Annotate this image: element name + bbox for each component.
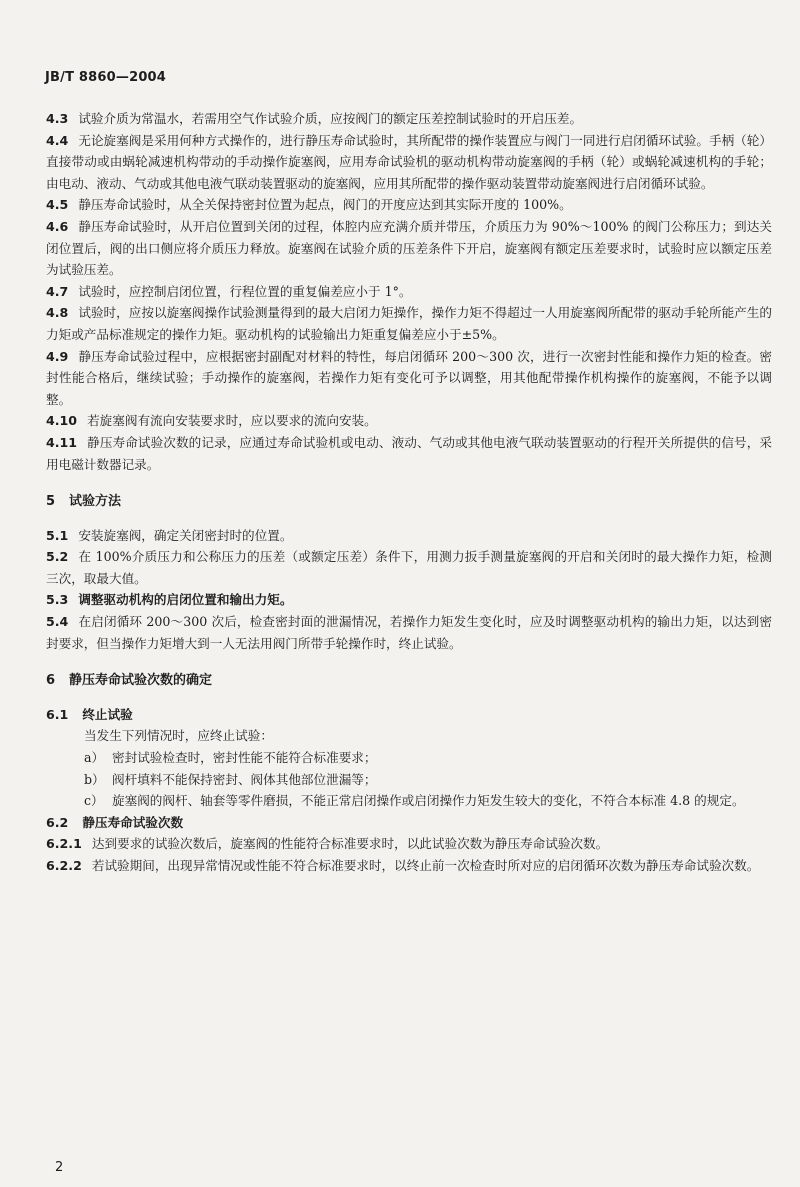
clause-text: 试验时，应按以旋塞阀操作试验测量得到的最大启闭力矩操作，操作力矩不得超过一人用旋塞阀所配带的驱动手轮所能产生的力矩或产品标准规定的操作力矩。驱动机构的试验输出力矩重复偏差应小于±5%。: [46, 305, 772, 342]
clause-number: 6.2.2: [46, 858, 82, 873]
clause-4-4: [46, 130, 772, 195]
list-item: [46, 769, 772, 791]
clause-number: 5.3: [46, 592, 69, 608]
clause-4-6: [46, 216, 772, 281]
clause-5-3: [46, 589, 772, 611]
clause-4-9: [46, 346, 772, 411]
clause-6-2-1: [46, 833, 772, 855]
section-number: 5: [46, 494, 56, 510]
list-marker: b）: [84, 771, 105, 787]
section-5-heading: [46, 491, 772, 513]
subsection-title: 终止试验: [82, 706, 133, 722]
clause-number: 5.4: [46, 614, 69, 630]
clause-number: 5.1: [46, 527, 69, 543]
clause-text: 静压寿命试验次数的记录，应通过寿命试验机或电动、液动、气动或其他电液气联动装置驱动的行程开关所提供的信号，采用电磁计数器记录。: [46, 434, 772, 472]
clause-number: 4.10: [46, 413, 78, 429]
section-6-heading: [46, 670, 772, 692]
clause-text: 调整驱动机构的启闭位置和输出力矩。: [78, 592, 293, 608]
clause-number: 4.11: [46, 434, 78, 450]
subsection-number: 6.1: [46, 706, 69, 722]
list-marker: c）: [84, 793, 104, 809]
clause-4-5: [46, 194, 772, 216]
clause-number: 4.6: [46, 218, 69, 234]
clause-text: 在启闭循环 200～300 次后，检查密封面的泄漏情况，若操作力矩发生变化时，应及时调整驱动机构的输出力矩，以达到密封要求，但当操作力矩增大到一人无法用阀门所带手轮操作时，终止试验。: [46, 614, 772, 651]
clause-text: 试验介质为常温水，若需用空气作试验介质，应按阀门的额定压差控制试验时的开启压差。: [78, 111, 583, 126]
standard-code-header: JB/T 8860—2004: [45, 70, 167, 85]
clause-text: 达到要求的试验次数后，旋塞阀的性能符合标准要求时，以此试验次数为静压寿命试验次数。: [91, 836, 609, 852]
clause-number: 6.2.1: [46, 836, 82, 852]
subsection-title: 静压寿命试验次数: [82, 814, 184, 830]
document-body: [46, 108, 772, 877]
list-item: [46, 790, 772, 812]
subsection-6-2-heading: [46, 812, 772, 834]
list-item-text: 旋塞阀的阀杆、轴套等零件磨损，不能正常启闭操作或启闭操作力矩发生较大的变化，不符合本标准 4.8 的规定。: [112, 793, 745, 809]
clause-number: 4.5: [46, 197, 69, 213]
clause-number: 4.4: [46, 132, 69, 148]
subsection-number: 6.2: [46, 814, 69, 830]
clause-4-11: [46, 432, 772, 475]
clause-number: 4.7: [46, 283, 69, 299]
clause-5-4: [46, 611, 772, 654]
clause-text: 若旋塞阀有流向安装要求时，应以要求的流向安装。: [87, 413, 377, 429]
clause-text: 静压寿命试验时，从开启位置到关闭的过程，体腔内应充满介质并带压，介质压力为 90%～100% 的阀门公称压力；到达关闭位置后，阀的出口侧应将介质压力释放。旋塞阀在试验介质的压差条件下开启，旋塞阀有额定压差要求时，试验时应以额定压差为试验压差。: [46, 218, 772, 278]
clause-5-2: [46, 546, 772, 589]
clause-text: 静压寿命试验过程中，应根据密封副配对材料的特性，每启闭循环 200～300 次，进行一次密封性能和操作力矩的检查。密封性能合格后，继续试验；手动操作的旋塞阀，若操作力矩有变化可予以调整，用其他配带操作机构操作的旋塞阀，不能予以调整。: [46, 348, 772, 407]
section-title: 试验方法: [69, 494, 122, 510]
clause-5-1: [46, 525, 772, 547]
clause-text: 试验时，应控制启闭位置，行程位置的重复偏差应小于 1°。: [78, 283, 412, 299]
clause-text: 安装旋塞阀，确定关闭密封时的位置。: [78, 527, 293, 543]
subsection-6-1-heading: [46, 704, 772, 726]
clause-text: 静压寿命试验时，从全关保持密封位置为起点，阀门的开度应达到其实际开度的 100%。: [78, 197, 572, 213]
list-marker: a）: [84, 750, 105, 766]
clause-4-7: [46, 281, 772, 303]
clause-number: 4.8: [46, 305, 69, 321]
clause-text: 若试验期间，出现异常情况或性能不符合标准要求时，以终止前一次检查时所对应的启闭循环次数为静压寿命试验次数。: [91, 858, 760, 873]
list-item-text: 阀杆填料不能保持密封、阀体其他部位泄漏等；: [112, 771, 377, 787]
clause-6-2-2: [46, 855, 772, 877]
list-item: [46, 747, 772, 769]
termination-intro: 当发生下列情况时，应终止试验：: [84, 728, 273, 744]
clause-4-8: [46, 302, 772, 345]
clause-number: 5.2: [46, 549, 69, 565]
clause-text: 无论旋塞阀是采用何种方式操作的，进行静压寿命试验时，其所配带的操作装置应与阀门一同进行启闭循环试验。手柄（轮）直接带动或由蜗轮减速机构带动的手动操作旋塞阀，应用寿命试验机的驱动机构带动旋塞阀的手柄（轮）或蜗轮减速机构的手轮；由电动、液动、气动或其他电液气联动装置驱动的旋塞阀，应用其所配带的操作驱动装置带动旋塞阀进行启闭循环试验。: [46, 132, 772, 191]
clause-number: 4.9: [46, 348, 69, 364]
list-item-text: 密封试验检查时，密封性能不能符合标准要求；: [112, 750, 377, 766]
clause-4-10: [46, 410, 772, 432]
section-number: 6: [46, 673, 56, 689]
page-number: 2: [55, 1160, 64, 1175]
clause-4-3: [46, 108, 772, 130]
section-title: 静压寿命试验次数的确定: [69, 673, 213, 689]
clause-text: 在 100%介质压力和公称压力的压差（或额定压差）条件下，用测力扳手测量旋塞阀的开启和关闭时的最大操作力矩，检测三次，取最大值。: [46, 549, 772, 586]
clause-number: 4.3: [46, 111, 69, 126]
